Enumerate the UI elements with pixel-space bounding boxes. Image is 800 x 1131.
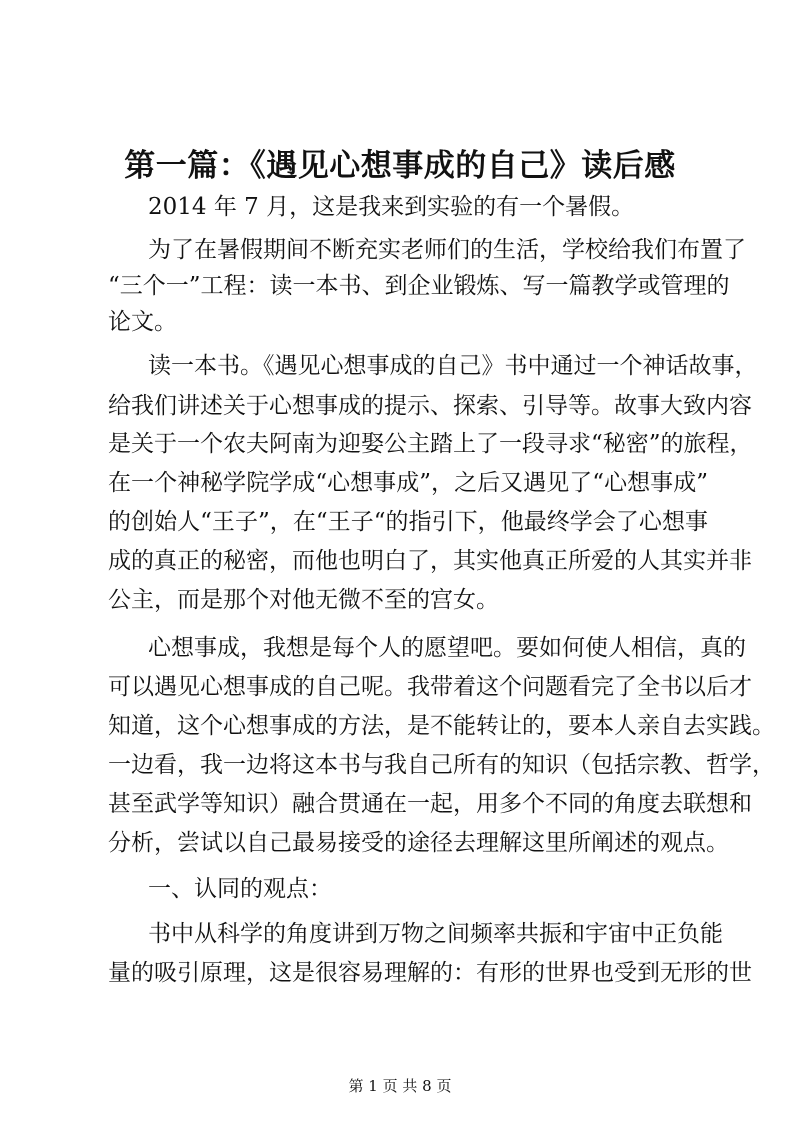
text-line: 公主，而是那个对他无微不至的宫女。	[108, 587, 499, 613]
section-heading: 一、认同的观点：	[148, 876, 332, 902]
text-line: 论文。	[108, 309, 177, 335]
text-line: 是关于一个农夫阿南为迎娶公主踏上了一段寻求“秘密”的旅程，	[108, 431, 753, 457]
text-line: 量的吸引原理，这是很容易理解的：有形的世界也受到无形的世	[108, 960, 752, 986]
text-line: 为了在暑假期间不断充实老师们的生活，学校给我们布置了	[148, 237, 746, 263]
text-line: 分析，尝试以自己最易接受的途径去理解这里所阐述的观点。	[108, 830, 729, 856]
document-title: 第一篇：《遇见心想事成的自己》读后感	[124, 148, 676, 184]
text-line: 知道，这个心想事成的方法，是不能转让的，要本人亲自去实践。	[108, 713, 775, 739]
text-line: 甚至武学等知识）融合贯通在一起，用多个不同的角度去联想和	[108, 791, 752, 817]
text-line: “三个一”工程：读一本书、到企业锻炼、写一篇教学或管理的	[108, 273, 730, 299]
text-line: 心想事成，我想是每个人的愿望吧。要如何使人相信，真的	[148, 635, 746, 661]
text-line: 一边看，我一边将这本书与我自己所有的知识（包括宗教、哲学，	[108, 752, 775, 778]
text-line: 给我们讲述关于心想事成的提示、探索、引导等。故事大致内容	[108, 393, 752, 419]
text-line: 的创始人“王子”，在“王子“的指引下，他最终学会了心想事	[108, 509, 708, 535]
text-line: 成的真正的秘密，而他也明白了，其实他真正所爱的人其实并非	[108, 548, 752, 574]
text-line: 书中从科学的角度讲到万物之间频率共振和宇宙中正负能	[148, 921, 723, 947]
page-footer: 第 1 页 共 8 页	[348, 1077, 452, 1095]
text-line: 读一本书。《遇见心想事成的自己》书中通过一个神话故事，	[148, 353, 758, 379]
text-line: 2014 年 7 月，这是我来到实验的有一个暑假。	[148, 194, 635, 220]
text-line: 在一个神秘学院学成“心想事成”，之后又遇见了“心想事成”	[108, 470, 708, 496]
text-line: 可以遇见心想事成的自己呢。我带着这个问题看完了全书以后才	[108, 674, 752, 700]
